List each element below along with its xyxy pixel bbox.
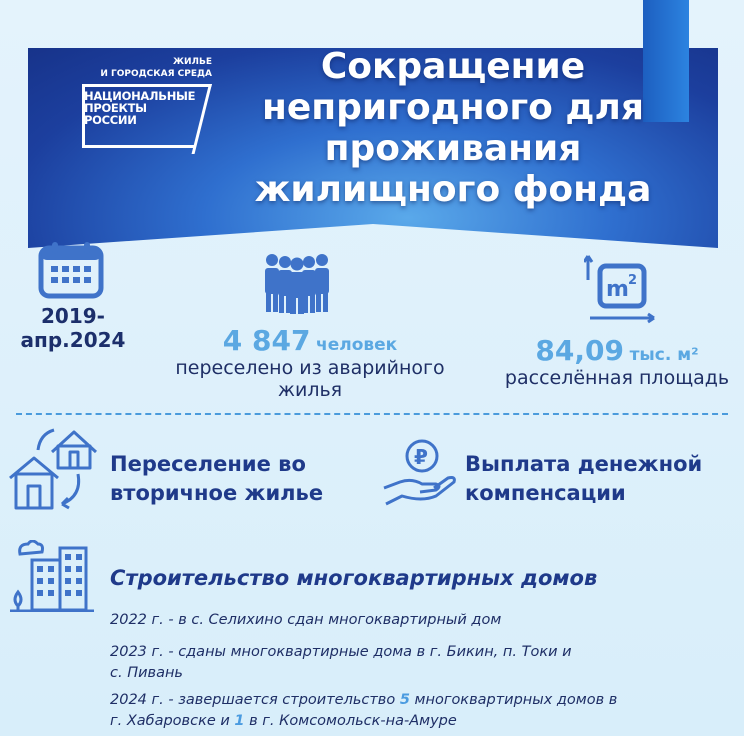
construction-item-2023: 2023 г. - сданы многоквартирные дома в г. Бикин, п. Токи и с. Пивань	[110, 644, 572, 681]
construction-section-title: Строительство многоквартирных домов	[110, 566, 598, 590]
logo-main-text: НАЦИОНАЛЬНЫЕ ПРОЕКТЫ РОССИИ	[84, 89, 196, 127]
calendar-icon	[38, 240, 104, 300]
construction-item-2022: 2022 г. - в с. Селихино сдан многоквартирный дом	[110, 612, 502, 628]
construction-item-2024: 2024 г. - завершается строительство 5 многоквартирных домов в г. Хабаровске и 1 в г. Комсомольск-на-Амуре	[110, 692, 618, 729]
svg-text:₽: ₽	[414, 445, 428, 469]
apartment-buildings-icon	[10, 540, 94, 612]
resettlement-feature-label: Переселение во вторичное жилье	[110, 452, 324, 505]
period-label: 2019- апр.2024	[20, 304, 126, 352]
payment-feature-label: Выплата денежной компенсации	[465, 452, 703, 505]
resettled-area-stat	[490, 334, 744, 389]
logo-top-text: ЖИЛЬЕ И ГОРОДСКАЯ СРЕДА	[100, 57, 212, 79]
people-value: 4 847 человек	[222, 324, 398, 357]
area-value: 84,09 тыс. м²	[535, 334, 699, 367]
dashed-divider	[16, 413, 728, 415]
count-highlight: 5	[399, 692, 410, 708]
resettled-people-stat	[150, 324, 470, 401]
people-description: переселено из аварийного жилья	[175, 357, 445, 401]
area-description: расселённая площадь	[504, 367, 730, 389]
count-highlight: 1	[234, 713, 245, 729]
page-title: Сокращение непригодного для проживания жилищного фонда	[254, 46, 652, 210]
national-projects-logo	[82, 56, 212, 146]
ruble-hand-icon	[382, 438, 458, 508]
house-exchange-icon	[8, 420, 100, 512]
square-meter-icon	[584, 252, 660, 324]
svg-text:2: 2	[628, 273, 638, 288]
svg-text:m: m	[606, 277, 629, 302]
people-icon	[262, 252, 332, 314]
